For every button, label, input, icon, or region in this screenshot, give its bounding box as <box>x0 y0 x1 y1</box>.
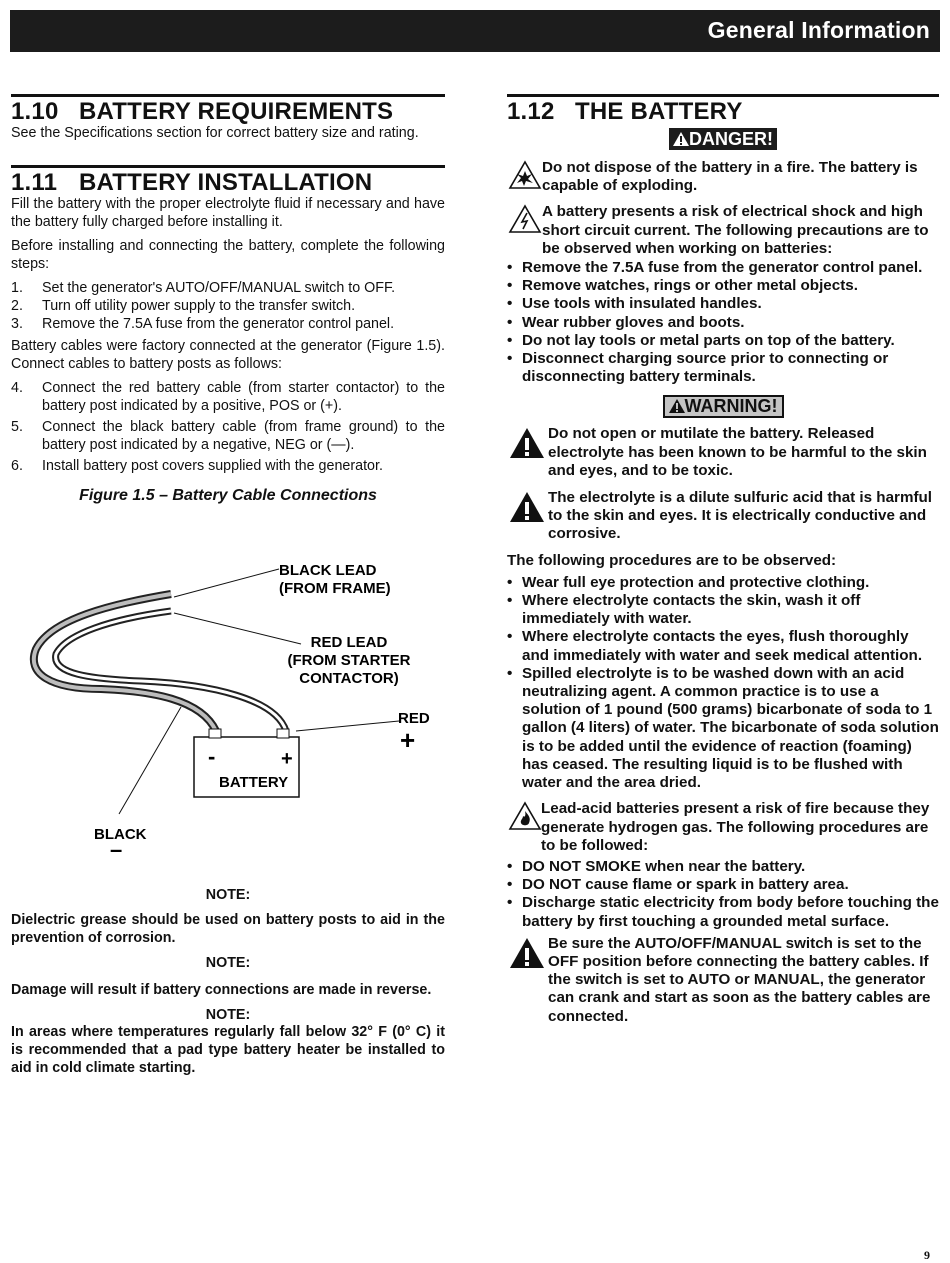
electric-shock-icon <box>509 205 541 233</box>
leader-line <box>119 707 181 814</box>
procedures-heading: The following procedures are to be observed: <box>507 551 837 569</box>
red-plus-sign: + <box>400 725 416 755</box>
section-heading <box>507 97 939 127</box>
black-lead-sublabel: (FROM FRAME) <box>279 580 391 597</box>
red-label: RED <box>398 710 430 727</box>
paragraph: Before installing and connecting the battery, complete the following steps: <box>11 238 445 272</box>
red-lead-sublabel: (FROM STARTER <box>287 652 411 669</box>
section-1-11 <box>11 165 445 475</box>
note-text: Damage will result if battery connections are made in reverse. <box>11 982 432 998</box>
step-item: 2. Turn off utility power supply to the transfer switch. <box>11 298 356 314</box>
black-minus-sign: – <box>110 837 123 862</box>
page-header-title: General Information <box>707 17 930 43</box>
red-cable <box>56 611 286 731</box>
note-heading: NOTE: <box>205 1007 251 1023</box>
warning-badge <box>663 395 784 418</box>
note-heading: NOTE: <box>205 887 251 903</box>
negative-terminal <box>209 729 221 738</box>
leader-line <box>296 721 399 731</box>
explosion-hazard-icon <box>509 161 541 189</box>
step-list <box>11 379 445 475</box>
final-warning-row <box>507 935 939 1026</box>
right-column <box>507 94 939 1026</box>
paragraph: See the Specifications section for correct battery size and rating. <box>11 125 419 141</box>
bullet-item: • Where electrolyte contacts the skin, wash it off immediately with water. <box>507 592 939 628</box>
fire-warning-text: Lead-acid batteries present a risk of fire because they generate hydrogen gas. The following procedures are to be followed: <box>541 800 930 854</box>
step-item: 6. Install battery post covers supplied with the generator. <box>11 458 383 474</box>
battery-cable-diagram <box>11 509 445 862</box>
exclamation-warning-icon <box>509 937 545 969</box>
warning-row <box>507 425 939 480</box>
section-title: BATTERY INSTALLATION <box>79 169 373 196</box>
alert-triangle-icon <box>669 399 685 413</box>
bullet-item: • Remove watches, rings or other metal objects. <box>507 277 939 295</box>
leader-line <box>174 569 279 597</box>
bullet-item: • Use tools with insulated handles. <box>507 295 939 313</box>
danger-badge <box>669 128 777 150</box>
section-1-12 <box>507 94 939 127</box>
black-label: BLACK <box>94 826 147 843</box>
danger-badge-label: DANGER! <box>689 129 773 149</box>
battery-minus-label: - <box>208 744 216 769</box>
paragraph: Battery cables were factory connected at the generator (Figure 1.5). Connect cables to battery posts as follows: <box>11 338 445 372</box>
danger-explosion-row <box>507 159 939 195</box>
red-lead-label: RED LEAD <box>310 634 388 651</box>
danger-shock-row <box>507 203 939 258</box>
note-heading: NOTE: <box>205 955 251 971</box>
warning-text: The electrolyte is a dilute sulfuric acid that is harmful to the skin and eyes. It is electrically conductive and corrosive. <box>548 489 933 543</box>
step-item: 3. Remove the 7.5A fuse from the generator control panel. <box>11 316 395 332</box>
step-item: 4. Connect the red battery cable (from starter contactor) to the battery post indicated by a positive, POS or (+). <box>11 380 445 414</box>
warning-badge-label: WARNING! <box>684 396 778 417</box>
bullet-item: • Remove the 7.5A fuse from the generator control panel. <box>507 259 939 277</box>
section-title: THE BATTERY <box>575 98 743 125</box>
positive-terminal <box>277 729 289 738</box>
bullet-item: • Spilled electrolyte is to be washed down with an acid neutralizing agent. A common practice is to use a solution of 1 pound (500 grams) bicarbonate of soda to 1 gallon (4 liters) of water. The bicarbonate of soda solution is to be added until the evidence of reaction (foaming) has ceased. The resulting liquid is to be flushed with water and the area dried. <box>507 665 939 792</box>
fire-warning-row <box>507 800 939 855</box>
bullet-item: • DO NOT SMOKE when near the battery. <box>507 858 939 876</box>
warning-row <box>507 489 939 544</box>
figure-caption: Figure 1.5 – Battery Cable Connections <box>79 487 377 504</box>
section-heading <box>11 168 445 198</box>
section-number: 1.10 <box>11 98 59 125</box>
section-1-10 <box>11 94 445 142</box>
warning-text: Do not open or mutilate the battery. Released electrolyte has been known to be harmful to the skin and eyes, and to be toxic. <box>548 425 927 479</box>
step-item: 1. Set the generator's AUTO/OFF/MANUAL switch to OFF. <box>11 280 396 296</box>
page-header-bar <box>10 10 940 52</box>
note-text: In areas where temperatures regularly fall below 32° F (0° C) it is recommended that a pad type battery heater be installed to aid in cold climate starting. <box>11 1024 445 1076</box>
danger-text: A battery presents a risk of electrical shock and high short circuit current. The following precautions are to be observed when working on batteries: <box>542 203 929 257</box>
alert-triangle-icon <box>673 132 689 146</box>
exclamation-warning-icon <box>509 427 545 459</box>
black-lead-label: BLACK LEAD <box>279 562 377 579</box>
bullet-item: • DO NOT cause flame or spark in battery area. <box>507 876 939 894</box>
section-title: BATTERY REQUIREMENTS <box>79 98 394 125</box>
paragraph: Fill the battery with the proper electrolyte fluid if necessary and have the battery fully charged before installing it. <box>11 196 445 230</box>
red-lead-sublabel: CONTACTOR) <box>299 670 399 687</box>
bullet-item: • Wear rubber gloves and boots. <box>507 314 939 332</box>
danger-bullet-list <box>507 259 939 386</box>
step-list <box>11 279 445 333</box>
bullet-item: • Discharge static electricity from body before touching the battery by first touching a grounded metal surface. <box>507 894 939 930</box>
left-column <box>11 94 445 1077</box>
fire-hazard-icon <box>509 802 541 830</box>
section-heading <box>11 97 445 127</box>
battery-plus-label: + <box>281 748 293 770</box>
bullet-item: • Disconnect charging source prior to connecting or disconnecting battery terminals. <box>507 350 939 386</box>
danger-text: Do not dispose of the battery in a fire. The battery is capable of exploding. <box>542 159 918 195</box>
bullet-item: • Where electrolyte contacts the eyes, flush thoroughly and immediately with water and seek medical attention. <box>507 628 939 664</box>
step-item: 5. Connect the black battery cable (from frame ground) to the battery post indicated by a negative, NEG or (—). <box>11 419 445 453</box>
warning-bullet-list <box>507 574 939 792</box>
notes-block <box>11 887 445 1077</box>
note-text: Dielectric grease should be used on battery posts to aid in the prevention of corrosion. <box>11 912 445 946</box>
exclamation-warning-icon <box>509 491 545 523</box>
final-warning-text: Be sure the AUTO/OFF/MANUAL switch is set to the OFF position before connecting the battery cables. If the switch is set to AUTO or MANUAL, the generator can crank and start as soon as the battery cables are connected. <box>548 934 931 1025</box>
bullet-item: • Wear full eye protection and protective clothing. <box>507 574 939 592</box>
fire-bullet-list <box>507 858 939 931</box>
section-number: 1.11 <box>11 169 58 196</box>
battery-label: BATTERY <box>219 774 289 791</box>
bullet-item: • Do not lay tools or metal parts on top of the battery. <box>507 332 939 350</box>
section-number: 1.12 <box>507 98 555 125</box>
page-number: 9 <box>924 1248 930 1262</box>
